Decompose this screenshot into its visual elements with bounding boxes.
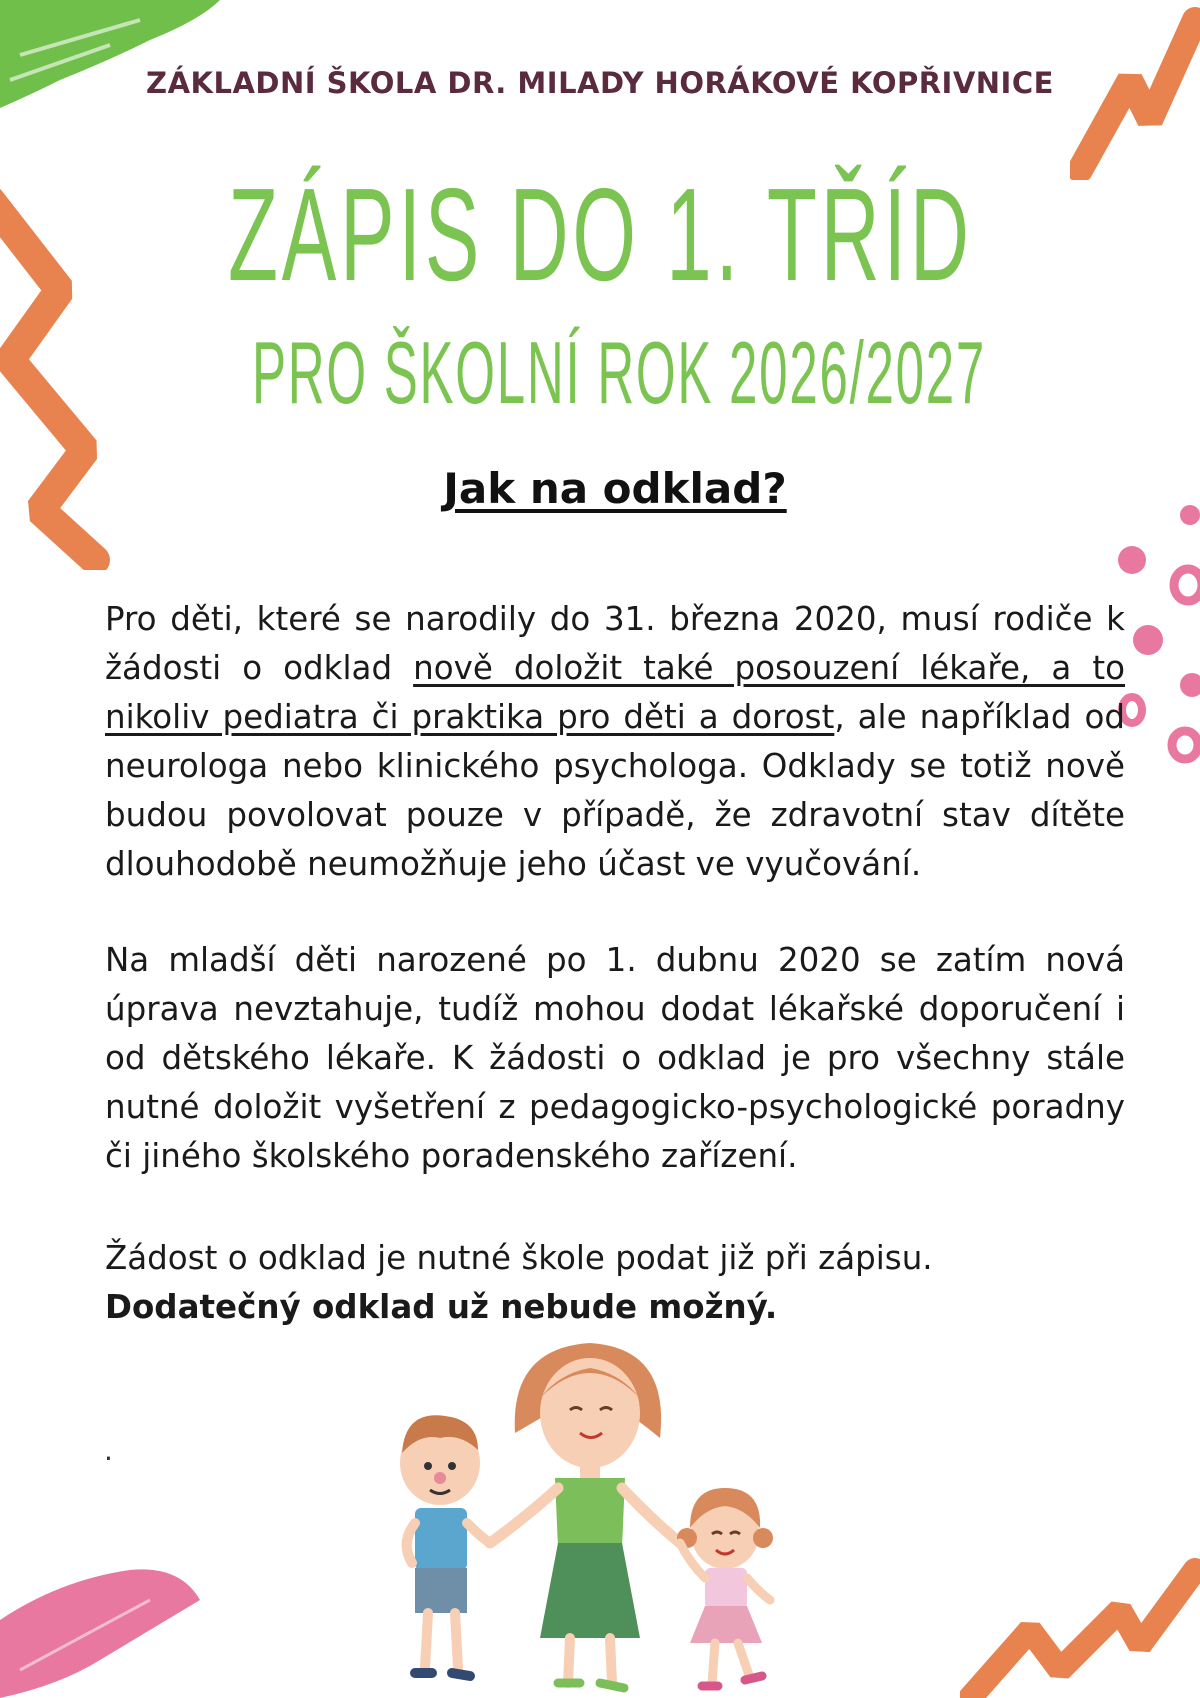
paragraph-1-text-a: Pro děti, které se narodily do 31. března 2020, musí rodiče k žádosti o odklad — [105, 600, 1125, 687]
page-subtitle: PRO ŠKOLNÍ ROK 2026/2027 — [252, 323, 986, 422]
paragraph-1-text-b: , ale například od neurologa nebo klinického psychologa. Odklady se totiž nově budou povolovat pouze v případě, že zdravotní stav dítěte dlouhodobě neumožňuje jeho účast ve vyučování. — [105, 698, 1125, 883]
paragraph-3 — [105, 1234, 1125, 1332]
girl-figure — [677, 1488, 773, 1686]
pink-brush-stroke-bottom-left — [0, 1560, 230, 1698]
green-brush-stroke-top-left — [0, 0, 240, 120]
paragraph-3-bold-line: Dodatečný odklad už nebude možný. — [105, 1288, 778, 1326]
paragraph-1 — [105, 595, 1125, 889]
paragraph-3-line-1: Žádost o odklad je nutné škole podat již při zápisu. — [105, 1239, 933, 1277]
section-heading: Jak na odklad? — [443, 464, 787, 513]
page-title: ZÁPIS DO 1. TŘÍD — [228, 161, 973, 308]
family-illustration — [390, 1338, 810, 1698]
paragraph-2: Na mladší děti narozené po 1. dubnu 2020 se zatím nová úprava nevztahuje, tudíž mohou dodat lékařské doporučení i od dětského lékaře. K žádosti o odklad je pro všechny stále nutné doložit vyšetření z pedagogicko-psychologické poradny či jiného školského poradenského zařízení. — [105, 941, 1125, 1175]
school-name: ZÁKLADNÍ ŠKOLA DR. MILADY HORÁKOVÉ KOPŘIVNICE — [146, 66, 1054, 100]
paragraph-1-underlined: nově doložit také posouzení lékaře, a to nikoliv pediatra či praktika pro děti a dorost — [105, 649, 1125, 736]
boy-figure — [400, 1415, 490, 1676]
mother-figure — [490, 1343, 680, 1688]
orange-zigzag-bottom-right — [960, 1550, 1200, 1698]
stray-dot: . — [104, 1434, 113, 1467]
